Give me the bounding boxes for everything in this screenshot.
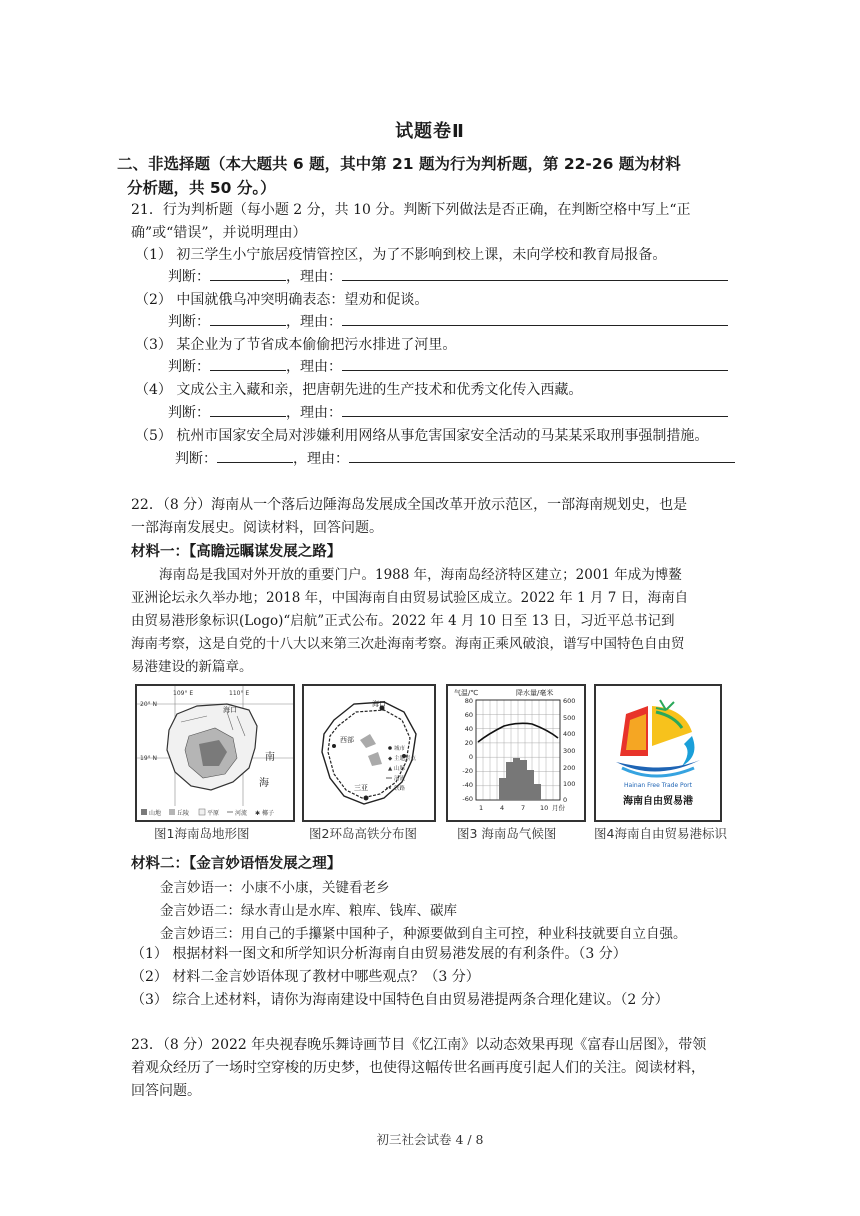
fig3-right-tick: 500 bbox=[563, 714, 576, 722]
figure-hainan-ftp-logo bbox=[594, 684, 722, 822]
fig3-x-tick: 7 bbox=[521, 804, 526, 812]
judge-label: 判断： bbox=[168, 405, 210, 421]
page-title: 试题卷Ⅱ bbox=[395, 121, 465, 142]
q21-item-text: 中国就俄乌冲突明确表态：望劝和促谈。 bbox=[176, 292, 429, 308]
fig3-left-tick: -20 bbox=[462, 767, 473, 775]
fig3-right-tick: 600 bbox=[563, 697, 576, 705]
q21-item-text: 初三学生小宁旅居疫情管控区，为了不影响到校上课，未向学校和教育局报备。 bbox=[176, 247, 667, 263]
q22-sub-question: （1） 根据材料一图文和所学知识分析海南自由贸易港发展的有利条件。（3 分） bbox=[131, 946, 627, 962]
svg-text:✱: ✱ bbox=[255, 810, 261, 817]
q21-answer-row bbox=[168, 356, 728, 376]
reason-blank[interactable] bbox=[342, 311, 728, 326]
q21-item-text: 某企业为了节省成本偷偷把污水排进了河里。 bbox=[176, 337, 457, 353]
judge-blank[interactable] bbox=[210, 311, 286, 326]
fig3-left-tick: 0 bbox=[468, 753, 473, 761]
fig3-x-tick: 1 bbox=[479, 804, 484, 812]
reason-label: ，理由： bbox=[286, 269, 342, 285]
reason-blank[interactable] bbox=[342, 266, 728, 281]
section-heading-line2: 分析题，共 50 分。） bbox=[127, 179, 276, 197]
q21-answer-row bbox=[168, 266, 728, 286]
fig2-legend-item: 山脉 bbox=[394, 766, 406, 772]
fig3-left-tick: -60 bbox=[462, 795, 473, 803]
fig3-ylabel-right: 降水量/毫米 bbox=[516, 689, 554, 697]
fig4-caption: 图4海南自由贸易港标识 bbox=[594, 826, 727, 841]
q22-sub-question: （3） 综合上述材料，请你为海南建设中国特色自由贸易港提两条合理化建议。（2 分） bbox=[131, 992, 669, 1008]
q21-answer-row bbox=[175, 448, 735, 468]
section-heading-line1: 二、非选择题（本大题共 6 题，其中第 21 题为行为判析题，第 22-26 题为材料 bbox=[117, 155, 681, 173]
judge-label: 判断： bbox=[175, 451, 217, 467]
fig2-city-label: 西部 bbox=[340, 736, 354, 744]
q21-item bbox=[135, 244, 666, 264]
fig3-x-tick: 4 bbox=[500, 804, 505, 812]
fig3-right-tick: 200 bbox=[563, 764, 576, 772]
fig2-caption: 图2环岛高铁分布图 bbox=[309, 826, 417, 841]
fig3-left-tick: 60 bbox=[464, 711, 473, 719]
fig3-ylabel-left: 气温/℃ bbox=[454, 689, 479, 697]
fig1-lon1-label: 109° E bbox=[173, 690, 194, 697]
q23-line: 回答问题。 bbox=[131, 1083, 201, 1099]
fig4-chinese-name: 海南自由贸易港 bbox=[623, 796, 693, 807]
q21-intro-line1: 21．行为判析题（每小题 2 分，共 10 分。判断下列做法是否正确，在判断空格中写上“正 bbox=[131, 202, 691, 218]
judge-label: 判断： bbox=[168, 269, 210, 285]
judge-label: 判断： bbox=[168, 314, 210, 330]
fig3-right-tick: 100 bbox=[563, 780, 576, 788]
q21-item-number: （3） bbox=[135, 337, 172, 353]
q21-item-number: （5） bbox=[135, 428, 172, 444]
judge-blank[interactable] bbox=[210, 356, 286, 371]
material1-line: 亚洲论坛永久举办地；2018 年，中国海南自由贸易试验区成立。2022 年 1 月 7 日，海南自 bbox=[131, 590, 689, 606]
q21-item-number: （4） bbox=[135, 382, 172, 398]
fig3-left-tick: 20 bbox=[464, 739, 473, 747]
q21-answer-row bbox=[168, 402, 728, 422]
q21-item-text: 文成公主入藏和亲，把唐朝先进的生产技术和优秀文化传入西藏。 bbox=[176, 382, 583, 398]
fig1-lon2-label: 110° E bbox=[229, 690, 250, 697]
q22-sub-question: （2） 材料二金言妙语体现了教材中哪些观点？（3 分） bbox=[131, 969, 480, 985]
fig3-right-tick: 0 bbox=[563, 796, 568, 804]
fig1-legend-item: 丘陵 bbox=[177, 810, 190, 817]
judge-blank[interactable] bbox=[210, 402, 286, 417]
q21-item bbox=[135, 334, 456, 354]
fig3-left-tick: 40 bbox=[464, 725, 473, 733]
q22-intro-line1: 22．（8 分）海南从一个落后边陲海岛发展成全国改革开放示范区，一部海南规划史，也是 bbox=[131, 497, 688, 513]
figure-hainan-climate-chart bbox=[446, 684, 586, 822]
q23-line: 23．（8 分）2022 年央视春晚乐舞诗画节目《忆江南》以动态效果再现《富春山居图》，带领 bbox=[131, 1037, 707, 1053]
fig3-left-tick: 80 bbox=[464, 697, 473, 705]
material2-title: 材料二：【金言妙语悟发展之理】 bbox=[131, 856, 342, 872]
svg-text:▲: ▲ bbox=[388, 766, 393, 772]
fig1-caption: 图1海南岛地形图 bbox=[154, 826, 250, 841]
figure-hainan-terrain-map bbox=[135, 684, 295, 822]
q21-item-number: （1） bbox=[135, 247, 172, 263]
q21-intro-line2: 确”或“错误”，并说明理由） bbox=[131, 225, 307, 241]
reason-label: ，理由： bbox=[293, 451, 349, 467]
q21-item bbox=[135, 425, 708, 445]
reason-label: ，理由： bbox=[286, 314, 342, 330]
reason-blank[interactable] bbox=[342, 356, 728, 371]
fig1-sea-label-2: 海 bbox=[259, 778, 269, 789]
fig1-legend-item: 山地 bbox=[149, 810, 162, 817]
fig2-legend-item: 河流 bbox=[394, 776, 406, 782]
material1-line: 易港建设的新篇章。 bbox=[131, 659, 253, 675]
judge-label: 判断： bbox=[168, 359, 210, 375]
figure-hainan-rail-map bbox=[302, 684, 436, 822]
reason-label: ，理由： bbox=[286, 405, 342, 421]
fig2-legend-item: 城市 bbox=[394, 746, 406, 752]
material1-line: 海南岛是我国对外开放的重要门户。1988 年，海南岛经济特区建立；2001 年成为博鳌 bbox=[159, 567, 682, 583]
q21-item bbox=[135, 289, 428, 309]
material1-line: 由贸易港形象标识(Logo)“启航”正式公布。2022 年 4 月 10 日至 13 日，习近平总书记到 bbox=[131, 613, 675, 629]
fig2-city-label: 海口 bbox=[372, 700, 386, 708]
fig1-lat1-label: 20° N bbox=[140, 701, 158, 708]
fig1-sea-label-1: 南 bbox=[265, 752, 275, 763]
svg-text:◆: ◆ bbox=[388, 756, 393, 762]
q22-intro-line2: 一部海南发展史。阅读材料，回答问题。 bbox=[131, 520, 383, 536]
fig4-english-name: Hainan Free Trade Port bbox=[624, 782, 692, 789]
fig3-x-tick: 10 bbox=[540, 804, 549, 812]
fig3-right-tick: 400 bbox=[563, 730, 576, 738]
judge-blank[interactable] bbox=[217, 448, 293, 463]
q21-item-number: （2） bbox=[135, 292, 172, 308]
fig1-legend-item: 椰子 bbox=[262, 810, 275, 817]
material2-line: 金言妙语三：用自己的手攥紧中国种子，种源要做到自主可控，种业科技就要自立自强。 bbox=[160, 926, 687, 942]
q21-item bbox=[135, 379, 582, 399]
fig2-legend-item: 主题景点 bbox=[394, 756, 417, 762]
reason-blank[interactable] bbox=[349, 448, 735, 463]
judge-blank[interactable] bbox=[210, 266, 286, 281]
q23-line: 着观众经历了一场时空穿梭的历史梦，也使得这幅传世名画再度引起人们的关注。阅读材料， bbox=[131, 1060, 705, 1076]
fig3-left-tick: -40 bbox=[462, 781, 473, 789]
fig1-legend-item: 平原 bbox=[207, 810, 220, 817]
q21-answer-row bbox=[168, 311, 728, 331]
fig2-legend-item: 铁路 bbox=[394, 786, 406, 792]
fig1-city-label: 海口 bbox=[223, 706, 237, 714]
page-footer: 初三社会试卷 4 / 8 bbox=[376, 1132, 484, 1147]
fig3-x-tick: 月份 bbox=[552, 804, 565, 812]
material2-line: 金言妙语二：绿水青山是水库、粮库、钱库、碳库 bbox=[160, 903, 457, 919]
material1-title: 材料一：【高瞻远瞩谋发展之路】 bbox=[131, 544, 342, 560]
reason-blank[interactable] bbox=[342, 402, 728, 417]
q21-item-text: 杭州市国家安全局对涉嫌利用网络从事危害国家安全活动的马某某采取刑事强制措施。 bbox=[176, 428, 709, 444]
fig2-city-label: 三亚 bbox=[354, 784, 368, 792]
reason-label: ，理由： bbox=[286, 359, 342, 375]
material2-line: 金言妙语一：小康不小康，关键看老乡 bbox=[160, 880, 390, 896]
fig3-right-tick: 300 bbox=[563, 747, 576, 755]
fig3-caption: 图3 海南岛气候图 bbox=[457, 826, 557, 841]
fig1-legend-item: 河流 bbox=[235, 810, 248, 817]
material1-line: 海南考察，这是自党的十八大以来第三次赴海南考察。海南正乘风破浪，谱写中国特色自由贸 bbox=[131, 636, 685, 652]
fig1-lat2-label: 19° N bbox=[140, 755, 158, 762]
